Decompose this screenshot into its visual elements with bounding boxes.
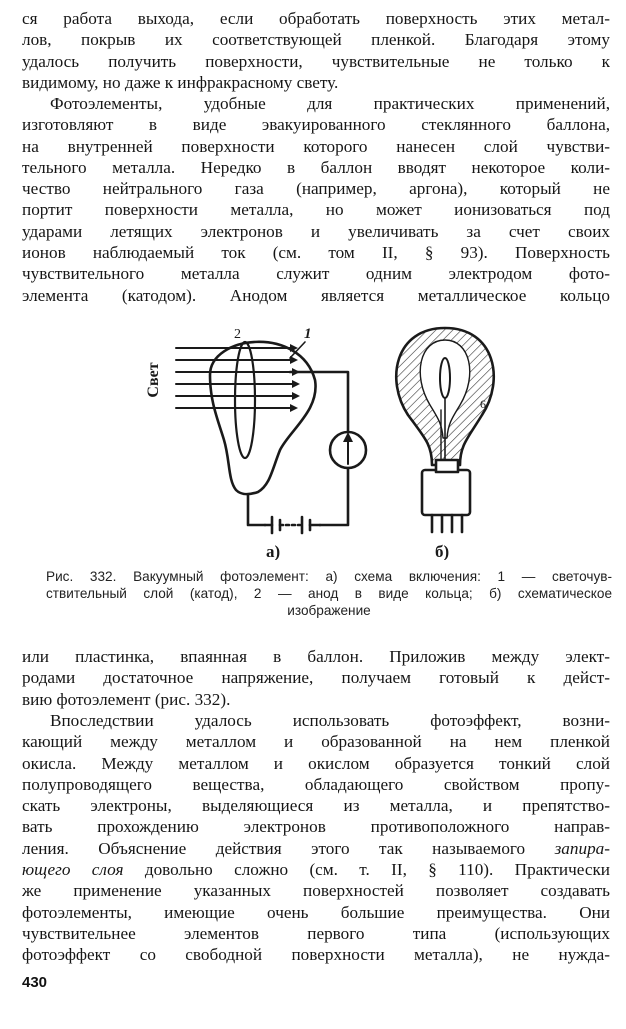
text-line: или пластинка, впаянная в баллон. Приложив между элект- xyxy=(22,647,610,666)
bulb-base xyxy=(422,470,470,515)
text-line: кающий между металлом и образованной на нем пленкой xyxy=(22,732,610,752)
text-line: ударами летящих электронов и увеличивать за счет своих xyxy=(22,221,610,241)
paragraph-3 xyxy=(22,646,610,710)
bulb-a-outline xyxy=(210,342,316,494)
text-run: довольно сложно (см. т. II, § 110). Практически xyxy=(144,860,611,880)
text-line: же применение указанных поверхностей позволяет создавать xyxy=(22,881,610,901)
text-line: на внутренней поверхности которого нанесен слой чувстви- xyxy=(22,136,610,156)
text-line: удалось получить поверхности, чувствительные не только к xyxy=(22,51,610,71)
text-line: ся работа выхода, если обработать поверхность этих метал- xyxy=(22,9,610,28)
light-label: Свет xyxy=(145,362,162,398)
term-italic: запира- xyxy=(554,838,610,858)
label-a: а) xyxy=(266,542,281,560)
text-line-with-term xyxy=(22,859,610,880)
paragraph-2 xyxy=(22,93,610,306)
text-line: лов, покрыв их соответствующей пленкой. Благодаря этому xyxy=(22,30,610,50)
text-line: чество нейтрального газа (например, аргона), который не xyxy=(22,179,610,199)
text-line: фотоэффект со свободной поверхности металла), не нужда- xyxy=(22,945,610,965)
text-line: полупроводящего вещества, обладающего свойством пропу- xyxy=(22,774,610,794)
text-line: чувствительного металла служит одним электродом фото- xyxy=(22,264,610,284)
text-line: Фотоэлементы, удобные для практических применений, xyxy=(50,94,610,113)
label-b: б) xyxy=(435,542,450,560)
text-line: родами достаточное напряжение, получаем готовый к дейст- xyxy=(22,668,610,688)
photocell-figure xyxy=(140,320,520,560)
page-number: 430 xyxy=(22,974,48,991)
text-line: изготовляют в виде эвакуированного стеклянного баллона, xyxy=(22,115,610,135)
figure-caption xyxy=(46,568,612,619)
text-line: окисла. Между металлом и окислом образуется тонкий слой xyxy=(22,753,610,773)
caption-line: Рис. 332. Вакуумный фотоэлемент: а) схема включения: 1 — светочув- xyxy=(46,569,612,584)
label-2: 2 xyxy=(234,327,241,342)
text-line: фотоэлементы, имеющие очень большие преимущества. Они xyxy=(22,902,610,922)
text-line: чувствительнее элементов первого типа (использующих xyxy=(22,923,610,943)
text-line: тельного металла. Нередко в баллон вводят некоторое коли- xyxy=(22,157,610,177)
label-6: 6 xyxy=(480,397,486,411)
text-line: элемента (катодом). Анодом является металлическое кольцо xyxy=(22,285,610,305)
text-line: Впоследствии удалось использовать фотоэффект, возни- xyxy=(50,711,610,730)
term-italic: ющего слоя xyxy=(22,860,124,880)
text-line: ионов наблюдаемый ток (см. том II, § 93). Поверхность xyxy=(22,243,610,263)
text-line-with-term xyxy=(22,838,610,859)
caption-line: изображение xyxy=(287,603,371,618)
caption-line: ствительный слой (катод), 2 — анод в виде кольца; б) схематическое xyxy=(46,586,612,601)
label-1: 1 xyxy=(304,326,312,342)
text-run: ления. Объяснение действия этого так называемого xyxy=(22,838,526,858)
paragraph-4 xyxy=(22,710,610,966)
text-line: портит поверхности металла, но может ионизоваться под xyxy=(22,200,610,220)
paragraph-1 xyxy=(22,8,610,93)
text-line: вию фотоэлемент (рис. 332). xyxy=(22,689,231,709)
text-line: вать прохождению электронов противоположного направ- xyxy=(22,817,610,837)
text-line: скать электроны, выделяющиеся из металла, и препятство- xyxy=(22,796,610,816)
text-line: видимому, но даже к инфракрасному свету. xyxy=(22,72,339,92)
